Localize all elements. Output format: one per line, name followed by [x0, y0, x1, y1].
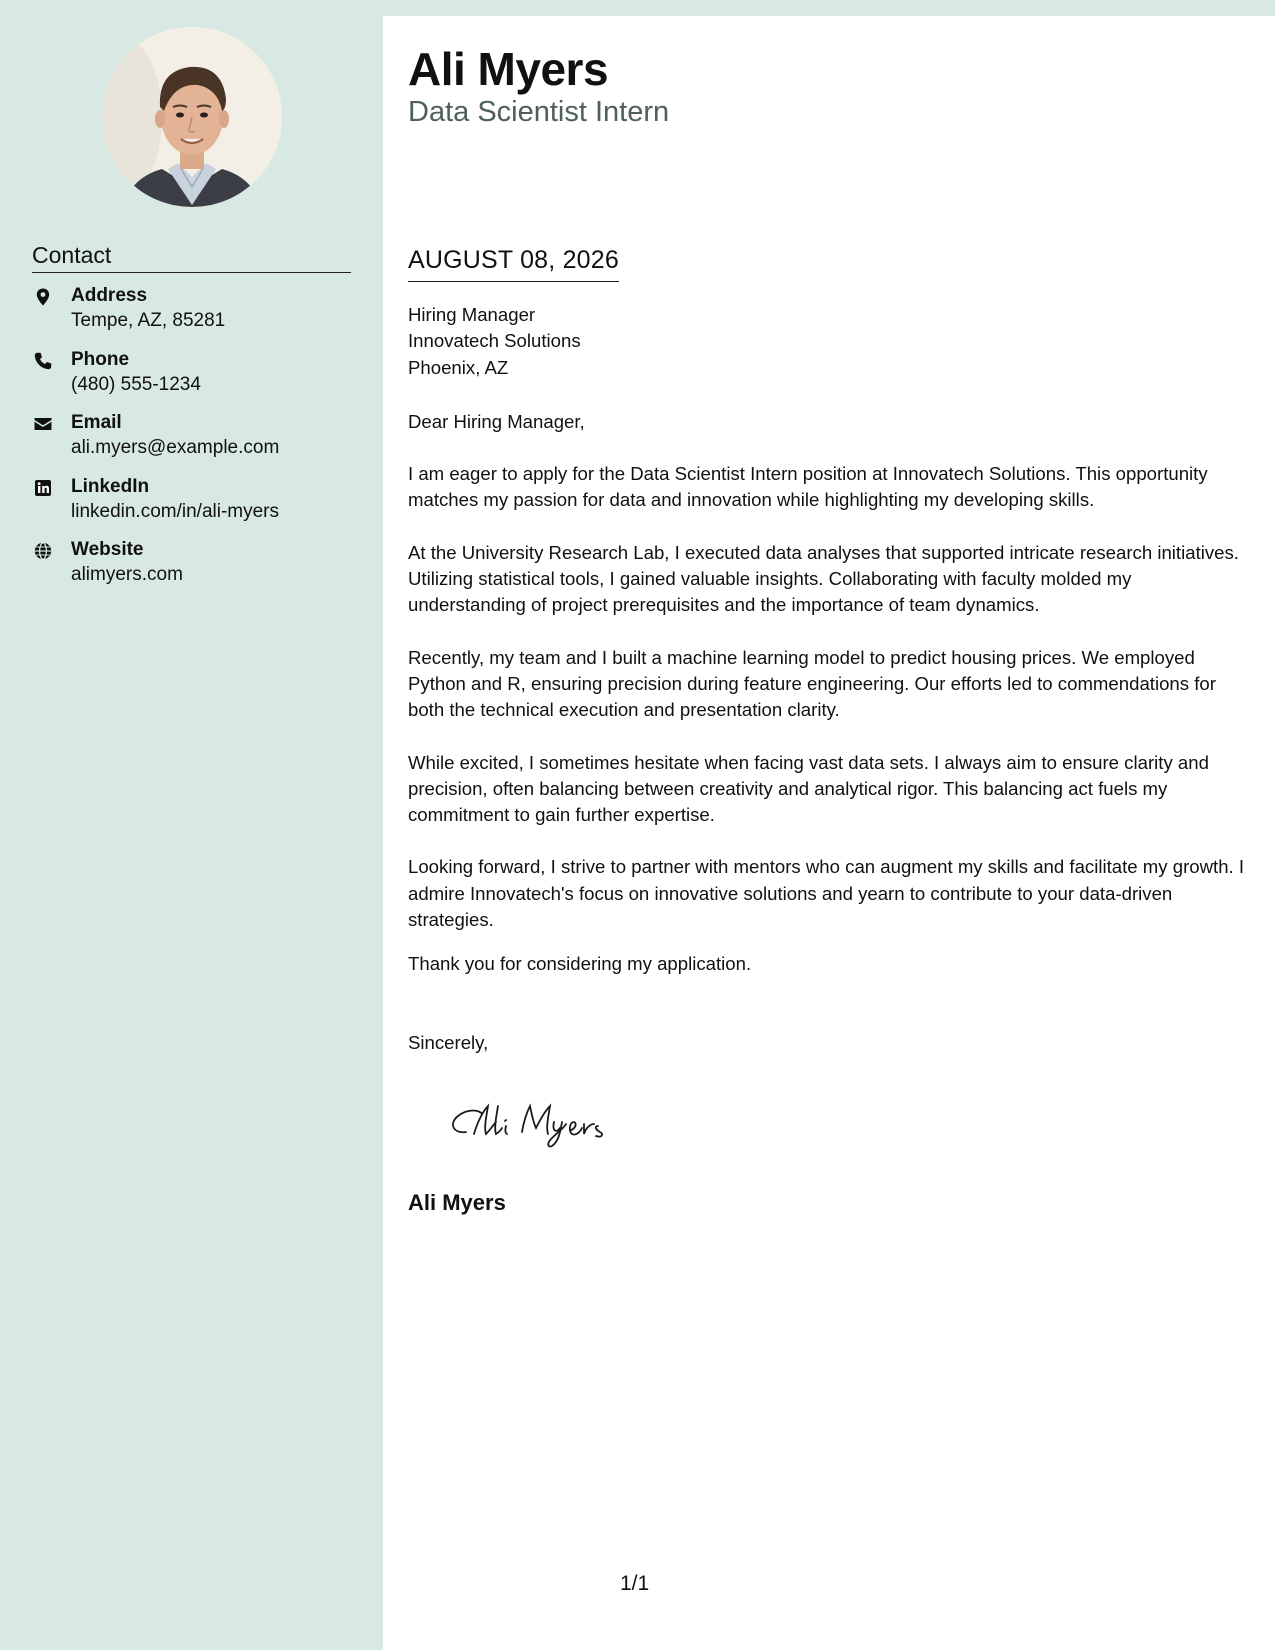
phone-icon	[33, 351, 53, 371]
contact-heading: Contact	[32, 240, 351, 273]
paragraph: At the University Research Lab, I executed data analyses that supported intricate research initiatives. Utilizing statistical tools, I gained valuable insights. Collaborating with faculty molded my understanding of project prerequisites and the importance of team dynamics.	[408, 541, 1239, 616]
address-value: Tempe, AZ, 85281	[71, 310, 226, 331]
signed-name: Ali Myers	[408, 1190, 506, 1215]
letter-date: AUGUST 08, 2026	[408, 245, 619, 282]
paragraph: I am eager to apply for the Data Scientist Intern position at Innovatech Solutions. This opportunity matches my passion for data and innovation while highlighting my developing skills.	[408, 463, 1208, 511]
phone-label: Phone	[71, 348, 130, 370]
linkedin-value[interactable]: linkedin.com/in/ali-myers	[71, 500, 280, 522]
paragraph: Looking forward, I strive to partner with mentors who can augment my skills and facilitate my growth. I admire Innovatech's focus on innovative solutions and yearn to contribute to your data-driven strategies.	[408, 856, 1245, 931]
globe-icon	[33, 541, 53, 561]
recipient-block	[408, 302, 1253, 381]
applicant-role: Data Scientist Intern	[408, 96, 670, 128]
contact-item-linkedin	[32, 475, 362, 539]
email-label: Email	[71, 412, 122, 433]
sign-off: Sincerely,	[408, 1031, 489, 1053]
recipient-line: Hiring Manager	[408, 304, 536, 325]
handwritten-signature	[444, 1090, 644, 1150]
recipient-line: Phoenix, AZ	[408, 356, 509, 378]
linkedin-icon	[33, 478, 53, 498]
paragraph: While excited, I sometimes hesitate when facing vast data sets. I always aim to ensure clarity and precision, often balancing between creativity and analytical rigor. This balancing act fuels my commitment to gain further expertise.	[408, 751, 1209, 826]
contact-list	[32, 284, 362, 602]
contact-item-phone	[32, 348, 362, 412]
applicant-name: Ali Myers	[408, 43, 609, 95]
website-label: Website	[71, 539, 144, 560]
website-value[interactable]: alimyers.com	[71, 564, 183, 585]
address-label: Address	[71, 285, 148, 306]
closing-thanks: Thank you for considering my application.	[408, 953, 752, 975]
portrait-photo-icon	[102, 27, 282, 207]
contact-item-address	[32, 284, 362, 348]
paragraph: Recently, my team and I built a machine learning model to predict housing prices. We employed Python and R, ensuring precision during feature engineering. Our efforts led to commendations for both the technical execution and presentation clarity.	[408, 646, 1216, 721]
contact-item-email	[32, 411, 362, 475]
email-value[interactable]: ali.myers@example.com	[71, 437, 280, 458]
map-pin-icon	[33, 287, 53, 307]
profile-photo	[102, 27, 282, 207]
sidebar	[0, 0, 383, 1650]
linkedin-label: LinkedIn	[71, 475, 150, 497]
letter-body	[408, 302, 1253, 1056]
phone-value[interactable]: (480) 555-1234	[71, 373, 201, 395]
page-number: 1/1	[620, 1572, 650, 1595]
greeting: Dear Hiring Manager,	[408, 410, 585, 432]
contact-item-website	[32, 538, 362, 602]
recipient-line: Innovatech Solutions	[408, 330, 581, 352]
envelope-icon	[33, 414, 53, 434]
